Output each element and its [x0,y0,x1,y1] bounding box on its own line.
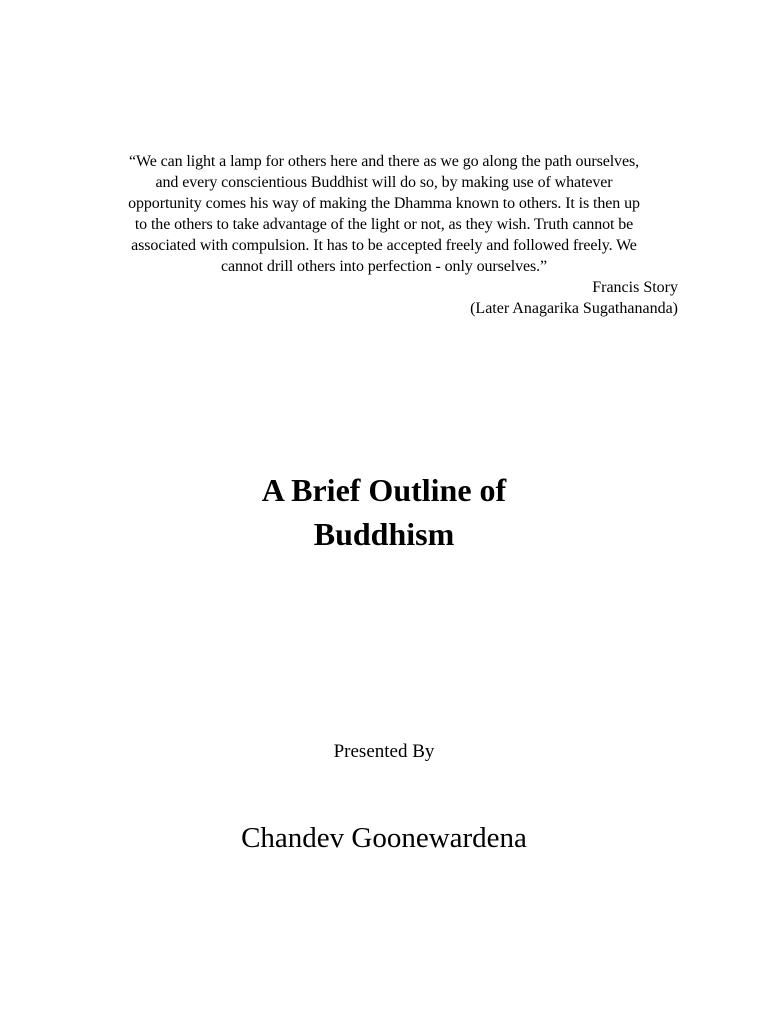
presented-by-label: Presented By [333,741,435,762]
epigraph-line: opportunity comes his way of making the Dhamma known to others. It is then up [128,195,640,212]
epigraph-line: cannot drill others into perfection - only ourselves.” [220,258,548,275]
epigraph-line: associated with compulsion. It has to be accepted freely and followed freely. We [131,237,637,254]
epigraph-attribution [470,277,678,319]
epigraph-author-note: (Later Anagarika Sugathananda) [470,300,678,317]
title-line-2: Buddhism [313,516,455,552]
epigraph-quote [90,151,678,277]
presenter-name: Chandev Goonewardena [241,822,527,854]
document-title [0,468,768,556]
title-line-1: A Brief Outline of [261,472,507,508]
epigraph-line: and every conscientious Buddhist will do so, by making use of whatever [155,174,613,191]
epigraph-author: Francis Story [592,279,678,296]
epigraph-line: to the others to take advantage of the light or not, as they wish. Truth cannot be [134,216,634,233]
epigraph-line: “We can light a lamp for others here and there as we go along the path ourselves, [129,153,639,170]
